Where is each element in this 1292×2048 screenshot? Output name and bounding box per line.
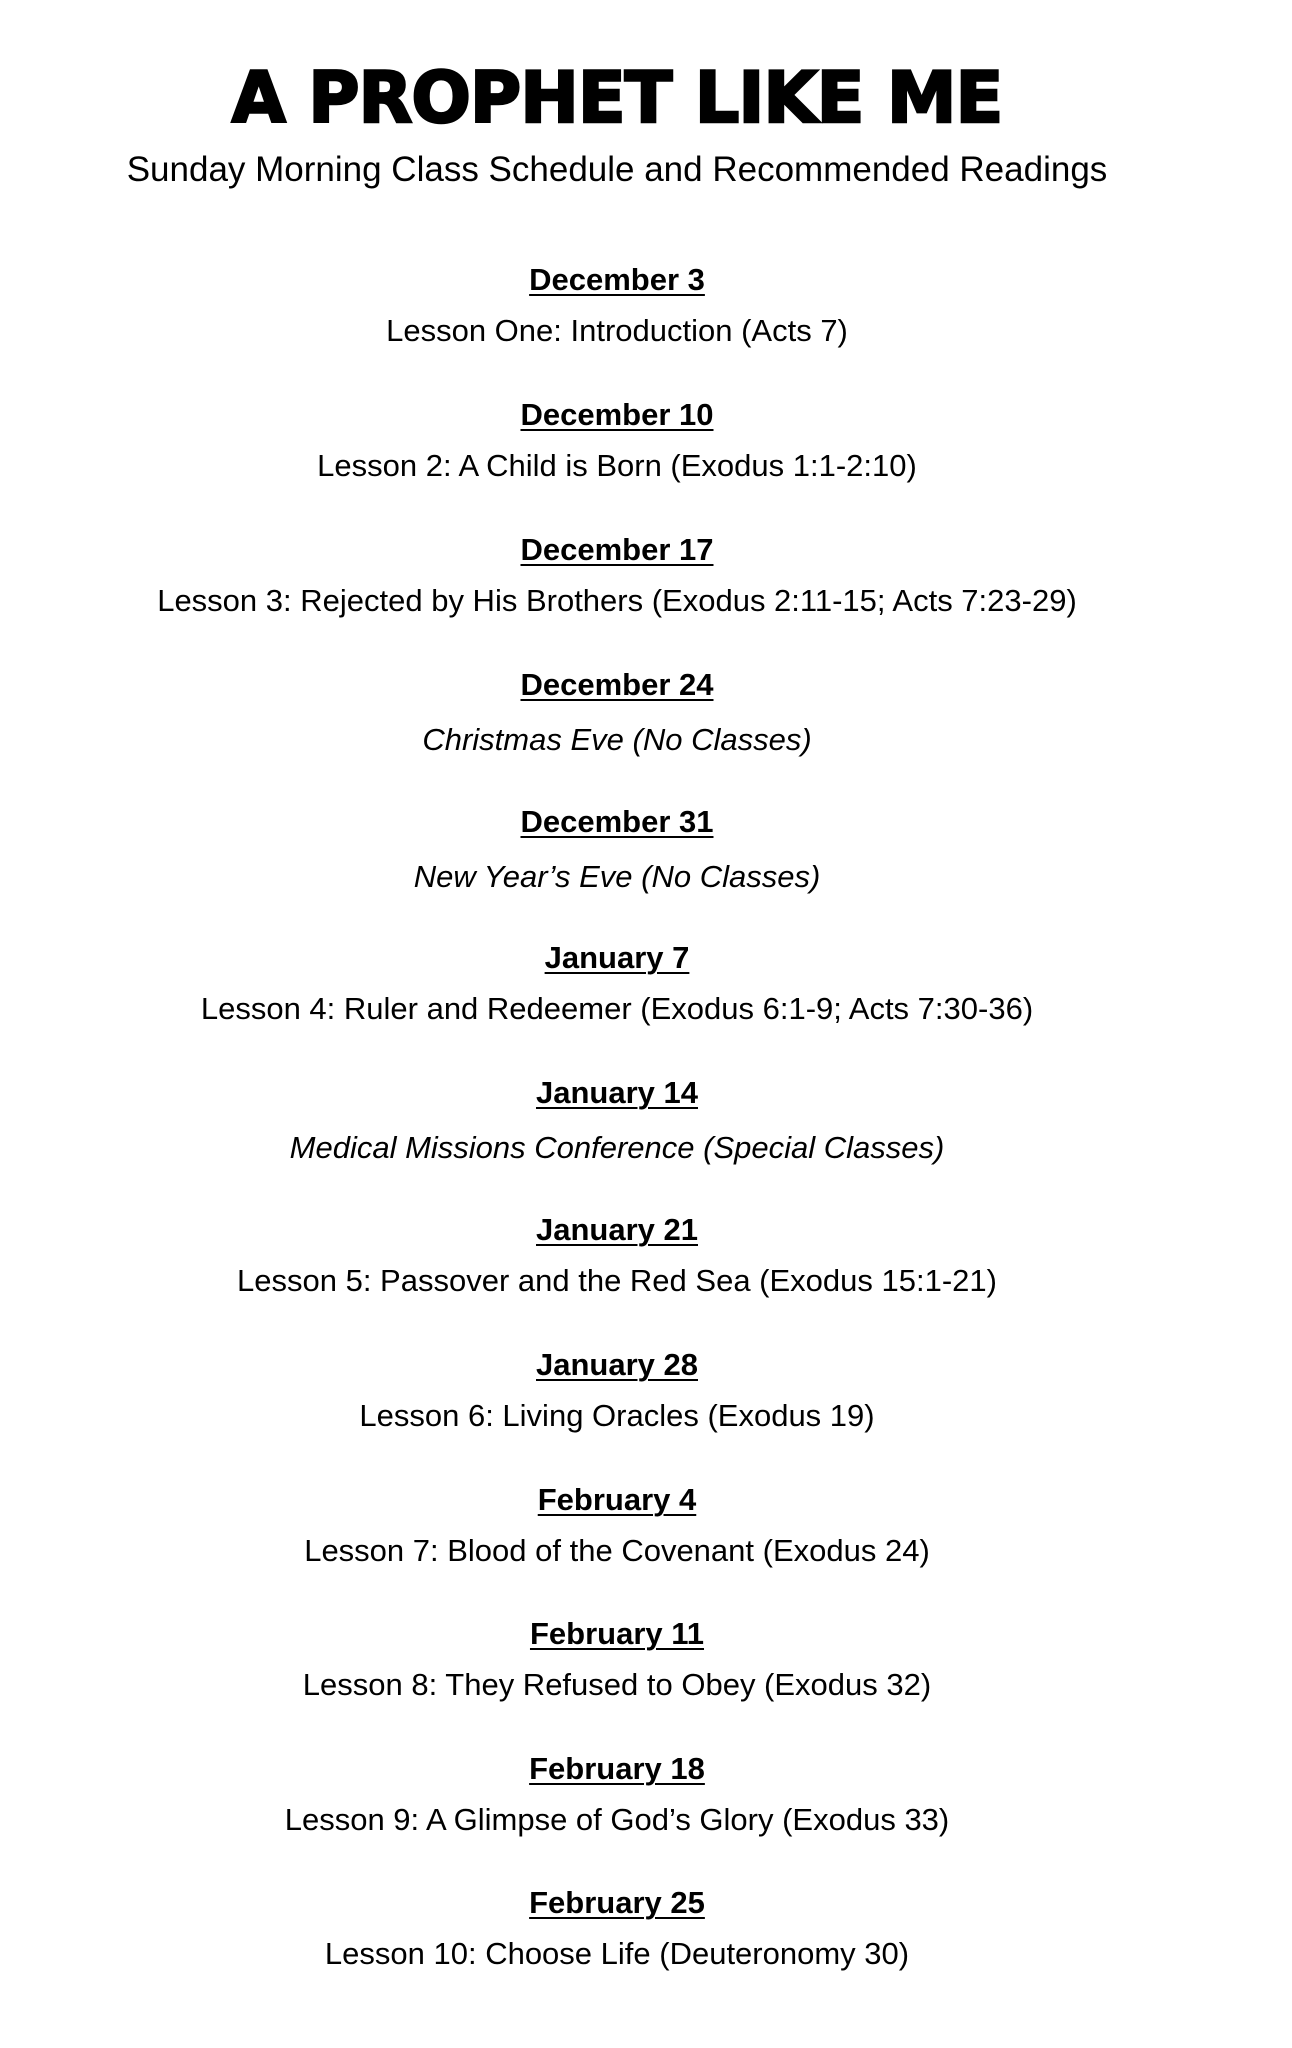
entry-date: January 7 xyxy=(544,940,690,975)
schedule-entry xyxy=(0,1211,1234,1300)
schedule-entry xyxy=(0,1346,1234,1435)
entry-note: Christmas Eve (No Classes) xyxy=(422,722,812,757)
entry-date: February 18 xyxy=(529,1751,705,1786)
entry-date: February 25 xyxy=(529,1885,705,1920)
entry-lesson: Lesson 6: Living Oracles (Exodus 19) xyxy=(359,1398,875,1433)
entry-lesson: Lesson 3: Rejected by His Brothers (Exodus 2:11-15; Acts 7:23-29) xyxy=(157,583,1077,618)
entry-lesson: Lesson 9: A Glimpse of God’s Glory (Exodus 33) xyxy=(284,1802,950,1837)
schedule-entry xyxy=(0,531,1234,620)
entry-date: February 11 xyxy=(529,1616,705,1651)
entry-lesson: Lesson 7: Blood of the Covenant (Exodus 24) xyxy=(304,1533,930,1568)
entry-lesson: Lesson 5: Passover and the Red Sea (Exodus 15:1-21) xyxy=(237,1263,997,1298)
entry-date: December 10 xyxy=(520,397,714,432)
entry-note: New Year’s Eve (No Classes) xyxy=(413,859,821,894)
document-title: A PROPHET LIKE ME xyxy=(231,57,1003,139)
schedule-entry xyxy=(0,939,1234,1028)
schedule-entry xyxy=(0,666,1234,759)
entry-date: December 24 xyxy=(520,667,714,702)
schedule-entry xyxy=(0,1074,1234,1167)
entry-date: January 21 xyxy=(536,1212,698,1247)
entry-date: January 28 xyxy=(536,1347,698,1382)
entry-note: Medical Missions Conference (Special Classes) xyxy=(289,1130,945,1165)
schedule-entry xyxy=(0,261,1234,350)
entry-date: January 14 xyxy=(536,1075,698,1110)
entry-lesson: Lesson 8: They Refused to Obey (Exodus 32) xyxy=(302,1667,932,1702)
entry-date: February 4 xyxy=(537,1482,697,1517)
entry-date: December 3 xyxy=(529,262,705,297)
schedule-entry xyxy=(0,803,1234,896)
schedule-entry xyxy=(0,1750,1234,1839)
entry-lesson: Lesson 2: A Child is Born (Exodus 1:1-2:10) xyxy=(317,448,917,483)
schedule-entry xyxy=(0,1615,1234,1704)
entry-lesson: Lesson 4: Ruler and Redeemer (Exodus 6:1-9; Acts 7:30-36) xyxy=(200,991,1034,1026)
entry-date: December 17 xyxy=(520,532,714,567)
entry-date: December 31 xyxy=(520,804,714,839)
document-subtitle: Sunday Morning Class Schedule and Recommended Readings xyxy=(126,150,1108,189)
entry-lesson: Lesson 10: Choose Life (Deuteronomy 30) xyxy=(324,1936,910,1971)
schedule-entry xyxy=(0,1884,1234,1973)
schedule-entry xyxy=(0,396,1234,485)
entry-lesson: Lesson One: Introduction (Acts 7) xyxy=(386,313,848,348)
schedule-entry xyxy=(0,1481,1234,1570)
